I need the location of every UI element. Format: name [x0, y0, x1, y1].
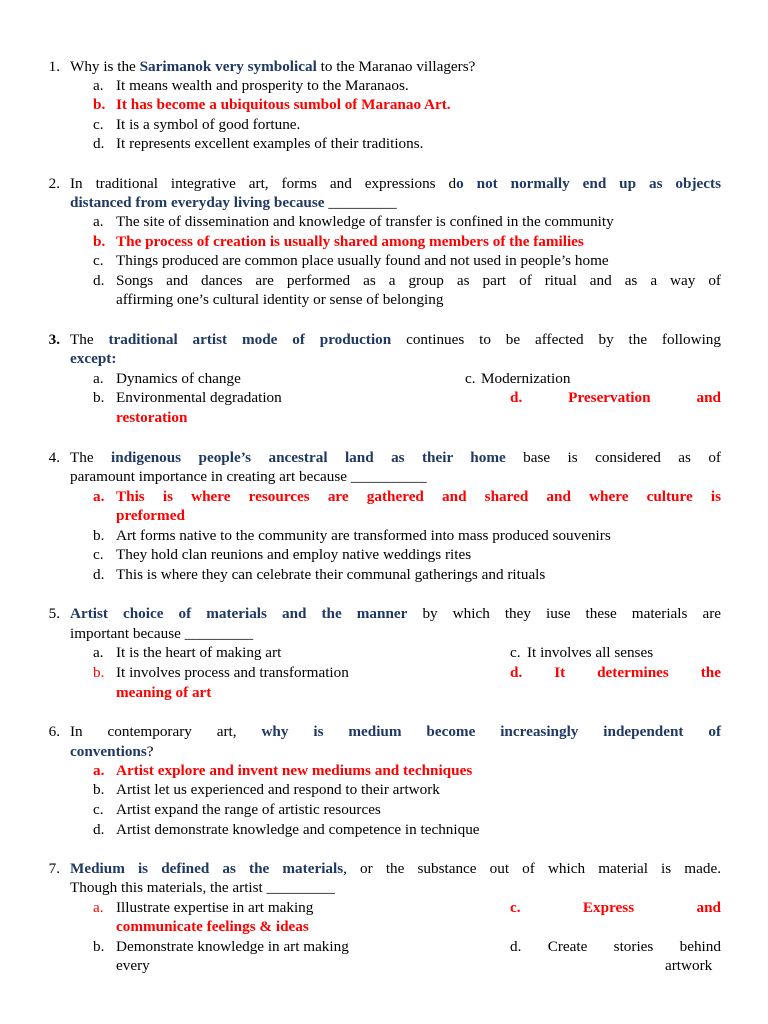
option-text: Art forms native to the community are transformed into mass produced souvenirs — [116, 527, 611, 544]
question-stem: In traditional integrative art, forms and expressions do not normally end up as objects — [70, 175, 721, 192]
option-text-cont: artwork — [665, 957, 713, 974]
option-text-answer: This is where resources are gathered and shared and where culture is — [116, 488, 721, 505]
option-letter: c. — [465, 370, 476, 387]
question-number: 4. — [48, 449, 60, 466]
option-word: behind — [679, 938, 721, 955]
question-stem: Medium is defined as the materials, or the substance out of which material is made. — [70, 860, 721, 877]
option-letter: a. — [93, 644, 104, 661]
option-word: It — [554, 664, 566, 681]
option-letter: a. — [93, 762, 105, 779]
option-answer-row — [510, 898, 721, 917]
option-text-cont: restoration — [116, 409, 188, 426]
option-text: Modernization — [481, 370, 571, 387]
option-text: The site of dissemination and knowledge of transfer is confined in the community — [116, 213, 614, 230]
question-number: 3. — [48, 331, 60, 348]
option-text: Illustrate expertise in art making — [116, 899, 314, 916]
question-stem-cont: distanced from everyday living because _________ — [70, 194, 397, 211]
question-stem: Why is the Sarimanok very symbolical to the Maranao villagers? — [70, 58, 476, 75]
option-letter: d. — [510, 389, 523, 406]
question-stem-cont: Though this materials, the artist _________ — [70, 879, 335, 896]
option-letter: a. — [93, 488, 105, 505]
option-letter: d. — [93, 566, 105, 583]
option-word: and — [696, 389, 721, 406]
option-text: It is a symbol of good fortune. — [116, 116, 301, 133]
option-text: Artist let us experienced and respond to their artwork — [116, 781, 440, 798]
question-stem: Artist choice of materials and the manner by which they iuse these materials are — [70, 605, 721, 622]
option-text: This is where they can celebrate their communal gatherings and rituals — [116, 566, 546, 583]
option-word: and — [696, 899, 721, 916]
option-letter: b. — [93, 527, 105, 544]
option-letter: c. — [93, 801, 104, 818]
option-text-answer: Artist explore and invent new mediums and techniques — [116, 762, 473, 779]
question-number: 2. — [48, 175, 60, 192]
option-letter: b. — [93, 389, 105, 406]
option-letter: d. — [93, 135, 105, 152]
option-letter: a. — [93, 213, 104, 230]
option-letter: d. — [510, 938, 522, 955]
option-text: Demonstrate knowledge in art making — [116, 938, 349, 955]
option-row — [510, 937, 721, 956]
option-text: Songs and dances are performed as a group as part of ritual and as a way of — [116, 272, 721, 289]
question-stem: The traditional artist mode of production continues to be affected by the following — [70, 331, 721, 348]
question-stem-cont: except: — [70, 350, 117, 367]
option-letter: c. — [93, 116, 104, 133]
option-word: determines — [597, 664, 669, 681]
option-text: Dynamics of change — [116, 370, 241, 387]
option-letter: b. — [93, 233, 106, 250]
option-letter: c. — [93, 546, 104, 563]
question-number: 5. — [48, 605, 60, 622]
option-text: Things produced are common place usually found and not used in people’s home — [116, 252, 609, 269]
option-letter: a. — [93, 77, 104, 94]
option-letter: a. — [93, 899, 104, 916]
option-letter: a. — [93, 370, 104, 387]
option-text-answer: The process of creation is usually shared among members of the families — [116, 233, 584, 250]
option-text-answer: It has become a ubiquitous sumbol of Maranao Art. — [116, 96, 451, 113]
option-answer-row — [510, 663, 721, 682]
option-text: It means wealth and prosperity to the Maranaos. — [116, 77, 409, 94]
option-letter: d. — [510, 664, 523, 681]
question-stem: The indigenous people’s ancestral land as their home base is considered as of — [70, 449, 721, 466]
option-word: the — [700, 664, 721, 681]
option-text: They hold clan reunions and employ native weddings rites — [116, 546, 472, 563]
question-number: 7. — [48, 860, 60, 877]
option-letter: c. — [93, 252, 104, 269]
question-stem: In contemporary art, why is medium become increasingly independent of — [70, 723, 722, 740]
option-answer-row — [510, 388, 721, 407]
option-text-cont: communicate feelings & ideas — [116, 918, 309, 935]
option-word: Create — [547, 938, 588, 955]
option-letter: b. — [93, 938, 105, 955]
option-letter: b. — [93, 664, 105, 681]
option-word: Express — [582, 899, 635, 916]
question-stem-cont: important because _________ — [70, 625, 254, 642]
option-text: Artist demonstrate knowledge and competence in technique — [116, 821, 480, 838]
option-letter: c. — [510, 899, 521, 916]
option-letter: b. — [93, 96, 106, 113]
question-stem-cont: paramount importance in creating art because __________ — [70, 468, 427, 485]
option-text: Artist expand the range of artistic resources — [116, 801, 381, 818]
option-text-cont: affirming one’s cultural identity or sense of belonging — [116, 291, 444, 308]
option-text: It is the heart of making art — [116, 644, 282, 661]
question-stem-cont: conventions? — [70, 743, 154, 760]
option-letter: d. — [93, 272, 105, 289]
question-number: 1. — [48, 58, 60, 75]
option-text: It involves all senses — [527, 644, 654, 661]
option-letter: b. — [93, 781, 105, 798]
option-word: stories — [613, 938, 654, 955]
option-text: It involves process and transformation — [116, 664, 349, 681]
option-text: Environmental degradation — [116, 389, 282, 406]
question-number: 6. — [48, 723, 60, 740]
option-text-cont: meaning of art — [116, 684, 212, 701]
option-letter: c. — [510, 644, 521, 661]
option-text-cont: preformed — [116, 507, 185, 524]
option-text-cont: every — [116, 957, 150, 974]
option-letter: d. — [93, 821, 105, 838]
option-word: Preservation — [568, 389, 651, 406]
option-text: It represents excellent examples of their traditions. — [116, 135, 424, 152]
